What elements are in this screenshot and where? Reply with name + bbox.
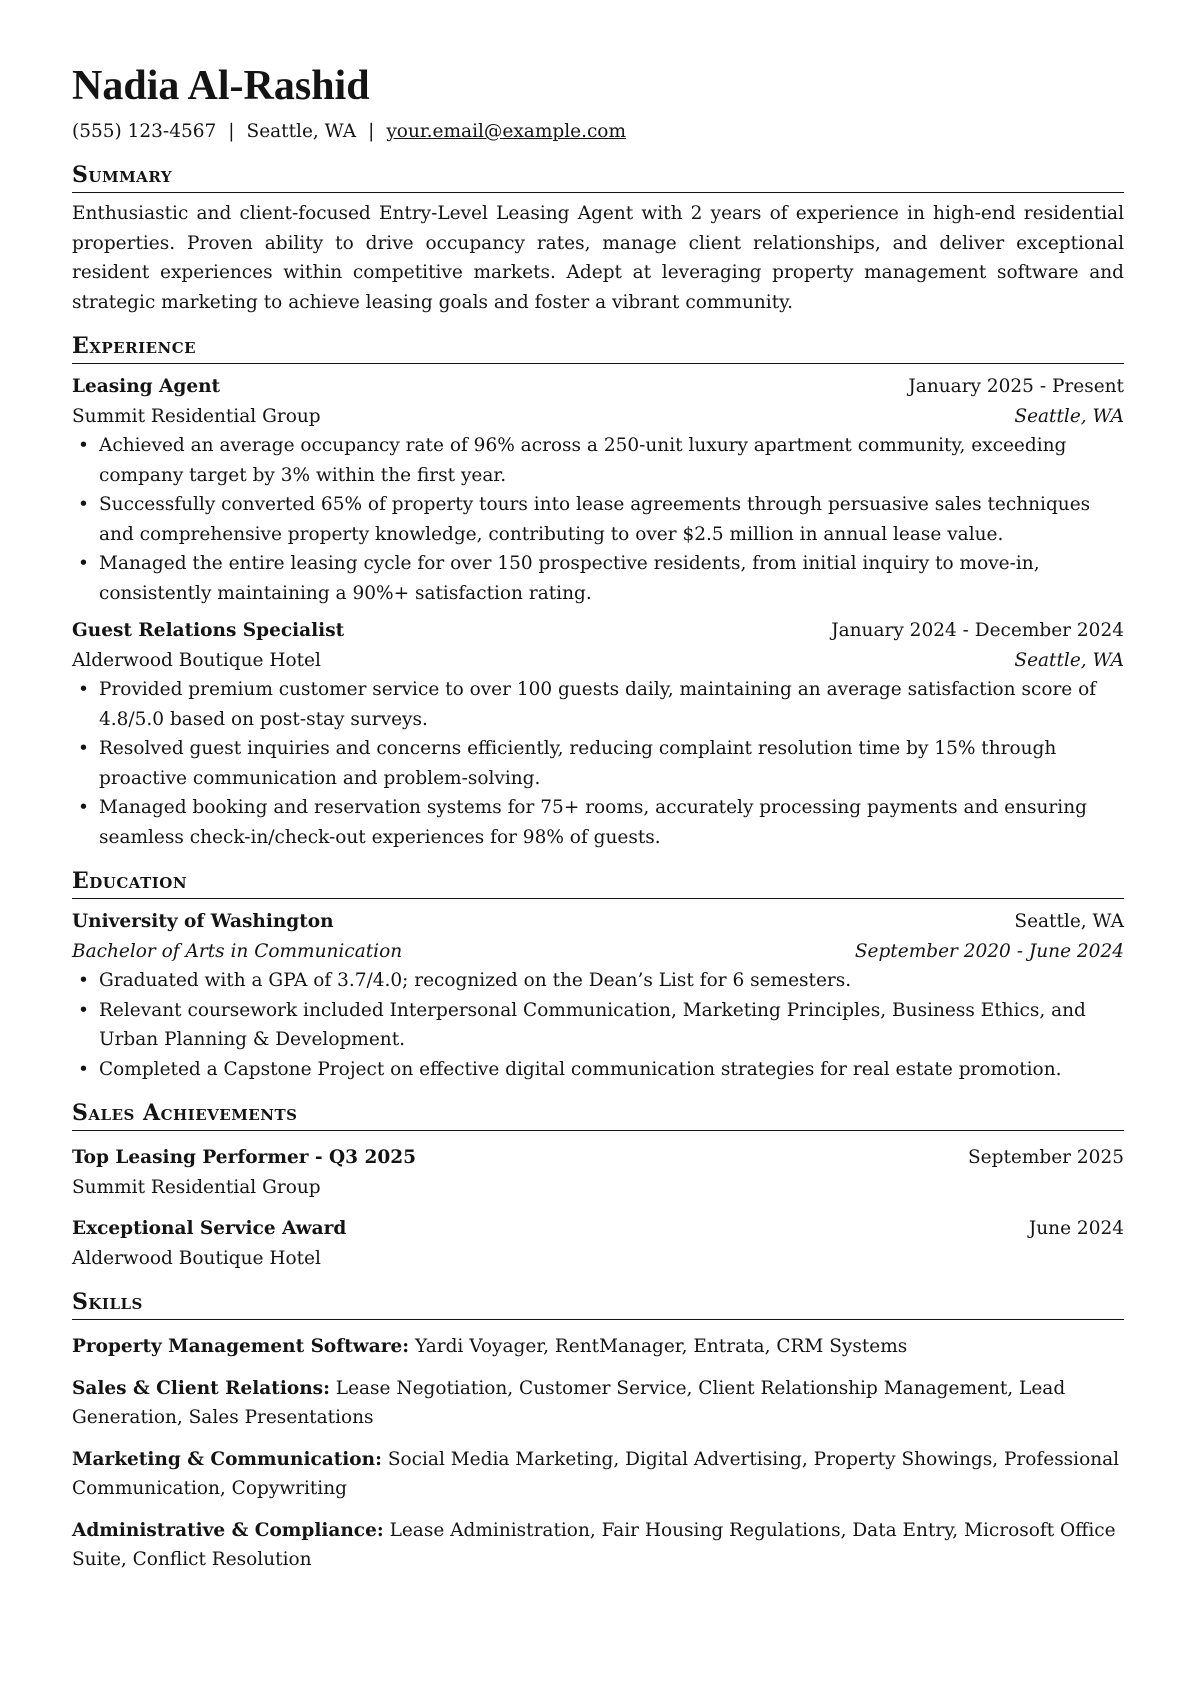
job-bullets (72, 431, 1124, 608)
bullet-dot-icon: • (78, 553, 89, 574)
bullet-dot-icon: • (78, 494, 89, 515)
skill-label: Sales & Client Relations: (72, 1377, 330, 1399)
list-item (72, 675, 1124, 734)
bullet-dot-icon: • (78, 738, 89, 759)
bullet-dot-icon: • (78, 999, 89, 1021)
education-dates: September 2020 - June 2024 (854, 940, 1124, 962)
job-company: Summit Residential Group (72, 405, 321, 427)
skill-group (72, 1516, 1124, 1575)
section-title-achievements: Sales Achievements (72, 1098, 1124, 1131)
achievement-name: Top Leasing Performer - Q3 2025 (72, 1147, 416, 1168)
skills-section (72, 1287, 1124, 1575)
phone-number: (555) 123-4567 (72, 121, 217, 142)
bullet-dot-icon: • (78, 970, 89, 991)
bullet-dot-icon: • (78, 435, 89, 456)
candidate-name: Nadia Al-Rashid (72, 63, 370, 109)
email-link[interactable]: your.email@example.com (386, 121, 626, 142)
skill-items: Lease Administration, Fair Housing Regulations, Data Entry, Microsoft Office Suite, Conflict Resolution (72, 1519, 1116, 1570)
job-entry (72, 616, 1124, 852)
list-item (72, 549, 1124, 608)
bullet-text: Managed booking and reservation systems for 75+ rooms, accurately processing payments and ensuring seamless check-in/check-out experiences for 98% of guests. (99, 797, 1087, 848)
job-role: Leasing Agent (72, 376, 221, 397)
section-title-education: Education (72, 866, 1124, 899)
bullet-text: Graduated with a GPA of 3.7/4.0; recognized on the Dean’s List for 6 semesters. (99, 970, 852, 991)
achievement-org: Summit Residential Group (72, 1176, 321, 1198)
skill-label: Property Management Software: (72, 1336, 410, 1357)
experience-section (72, 331, 1124, 852)
job-dates: January 2025 - Present (908, 376, 1124, 397)
list-item (72, 793, 1124, 852)
bullet-text: Managed the entire leasing cycle for over 150 prospective residents, from initial inquiry to move-in, consistently maintaining a 90%+ satisfaction rating. (99, 553, 1040, 604)
job-role: Guest Relations Specialist (72, 620, 345, 641)
bullet-dot-icon: • (78, 1058, 89, 1080)
achievement-date: June 2024 (1028, 1218, 1124, 1239)
skill-group (72, 1332, 1124, 1362)
bullet-text: Achieved an average occupancy rate of 96% across a 250-unit luxury apartment community, exceeding company target by 3% within the first year. (99, 435, 1067, 486)
achievement-org: Alderwood Boutique Hotel (72, 1247, 321, 1269)
list-item (72, 1055, 1124, 1085)
section-title-summary: Summary (72, 160, 1124, 193)
job-company: Alderwood Boutique Hotel (72, 649, 321, 671)
contact-separator: | (368, 121, 375, 142)
bullet-text: Successfully converted 65% of property tours into lease agreements through persuasive sales techniques and comprehensive property knowledge, contributing to over $2.5 million in annual lease value. (99, 494, 1091, 545)
skill-group (72, 1374, 1124, 1433)
education-entry (72, 907, 1124, 1084)
skill-label: Marketing & Communication: (72, 1448, 382, 1470)
contact-line (72, 118, 1124, 146)
list-item (72, 490, 1124, 549)
job-bullets (72, 675, 1124, 852)
school-name: University of Washington (72, 911, 334, 932)
skill-items: Lease Negotiation, Customer Service, Client Relationship Management, Lead Generation, Sales Presentations (72, 1377, 1066, 1428)
contact-separator: | (228, 121, 235, 142)
job-entry (72, 372, 1124, 608)
skill-items: Social Media Marketing, Digital Advertising, Property Showings, Professional Communication, Copywriting (72, 1448, 1120, 1499)
section-title-skills: Skills (72, 1287, 1124, 1320)
job-location: Seattle, WA (1014, 649, 1124, 671)
location-text: Seattle, WA (246, 121, 357, 142)
skill-label: Administrative & Compliance: (72, 1519, 384, 1541)
skill-items: Yardi Voyager, RentManager, Entrata, CRM Systems (414, 1336, 908, 1357)
list-item (72, 996, 1124, 1055)
list-item (72, 734, 1124, 793)
section-title-experience: Experience (72, 331, 1124, 364)
job-dates: January 2024 - December 2024 (831, 620, 1124, 641)
summary-section (72, 160, 1124, 317)
degree-name: Bachelor of Arts in Communication (72, 940, 403, 962)
list-item (72, 966, 1124, 996)
skill-group (72, 1445, 1124, 1504)
resume-page (72, 60, 1124, 1575)
bullet-text: Completed a Capstone Project on effective digital communication strategies for real estate promotion. (99, 1058, 1062, 1080)
bullet-text: Resolved guest inquiries and concerns efficiently, reducing complaint resolution time by 15% through proactive communication and problem-solving. (99, 738, 1057, 789)
school-location: Seattle, WA (1014, 911, 1124, 932)
achievements-section (72, 1098, 1124, 1273)
summary-text: Enthusiastic and client-focused Entry-Level Leasing Agent with 2 years of experience in high-end residential properties. Proven ability to drive occupancy rates, manage client relationships, and deliver exceptional resident experiences within competitive markets. Adept at leveraging property management software and strategic marketing to achieve leasing goals and foster a vibrant community. (72, 203, 1124, 313)
bullet-dot-icon: • (78, 679, 89, 700)
bullet-dot-icon: • (78, 797, 89, 818)
education-bullets (72, 966, 1124, 1084)
list-item (72, 431, 1124, 490)
bullet-text: Provided premium customer service to over 100 guests daily, maintaining an average satisfaction score of 4.8/5.0 based on post-stay surveys. (99, 679, 1097, 730)
achievement-date: September 2025 (968, 1147, 1124, 1168)
job-location: Seattle, WA (1014, 405, 1124, 427)
achievement-entry (72, 1214, 1124, 1273)
bullet-text: Relevant coursework included Interpersonal Communication, Marketing Principles, Business Ethics, and Urban Planning & Development. (99, 999, 1086, 1050)
achievement-entry (72, 1143, 1124, 1202)
education-section (72, 866, 1124, 1084)
achievement-name: Exceptional Service Award (72, 1218, 347, 1239)
